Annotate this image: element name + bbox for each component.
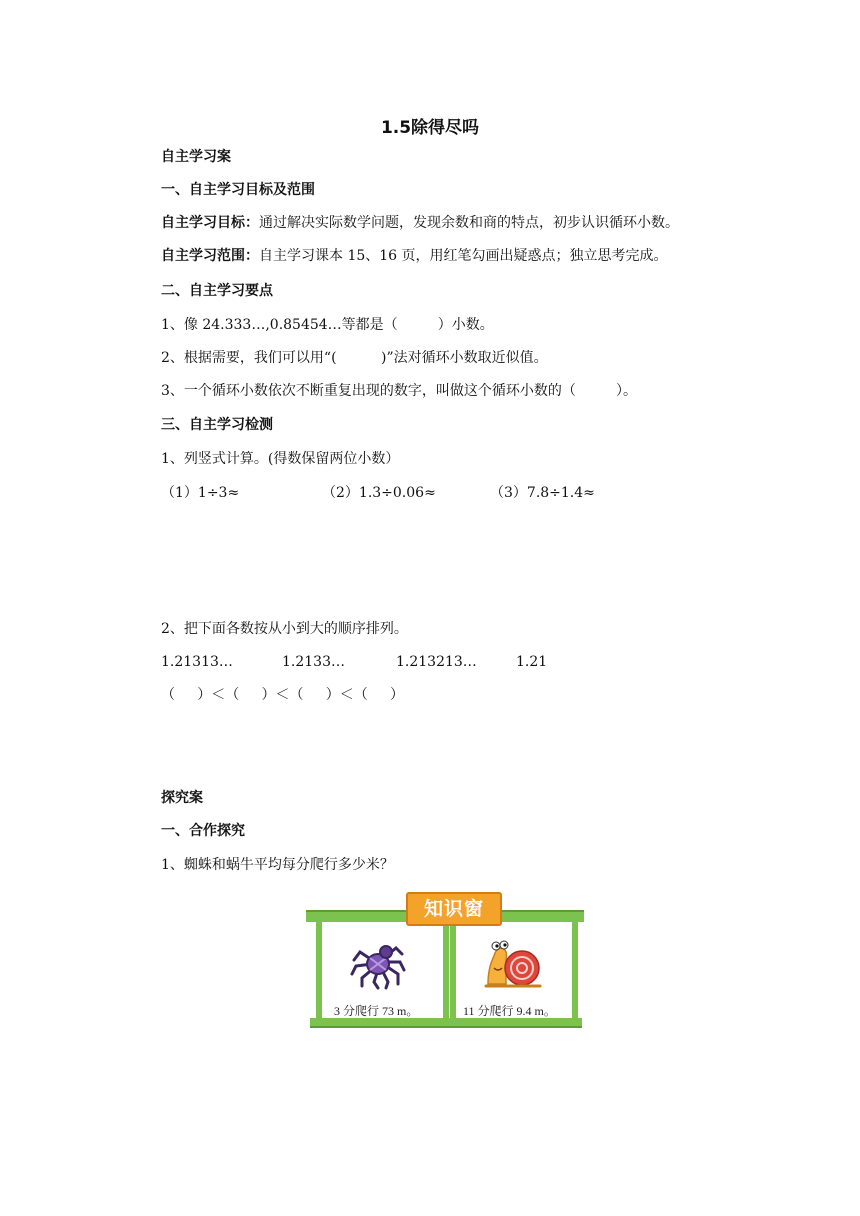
question-3: 1、蜘蛛和蜗牛平均每分爬行多少米？ <box>161 857 394 873</box>
section-key-points: 二、自主学习要点 <box>161 283 273 299</box>
snail-icon <box>484 938 544 990</box>
range-line <box>161 246 668 266</box>
goal-text: 通过解决实际数学问题，发现余数和商的特点，初步认识循环小数。 <box>259 215 679 231</box>
frame-bottom-bar <box>310 1018 582 1028</box>
section-self-study: 自主学习案 <box>161 149 231 165</box>
spider-icon <box>348 934 408 990</box>
frame-post-middle-left <box>443 920 449 1020</box>
number-3: 1.213213… <box>396 654 477 670</box>
calc-2: （2）1.3÷0.06≈ <box>322 485 436 501</box>
goal-label: 自主学习目标： <box>161 215 259 231</box>
frame-post-right <box>572 920 578 1020</box>
section-explore: 探究案 <box>161 790 203 806</box>
spider-caption: 3 分爬行 73 m。 <box>334 1004 419 1018</box>
number-2: 1.2133… <box>282 654 345 670</box>
knowledge-window-sign: 知识窗 <box>406 892 502 926</box>
calc-3: （3）7.8÷1.4≈ <box>490 485 595 501</box>
point-3: 3、一个循环小数依次不断重复出现的数字，叫做这个循环小数的（ ）。 <box>161 383 637 399</box>
number-1: 1.21313… <box>161 654 233 670</box>
goal-line <box>161 213 679 233</box>
order-blanks: （ ）＜（ ）＜（ ）＜（ ） <box>161 687 405 703</box>
question-1: 1、列竖式计算。(得数保留两位小数） <box>161 451 400 467</box>
section-cooperate: 一、合作探究 <box>161 823 245 839</box>
range-label: 自主学习范围： <box>161 248 259 264</box>
page-title: 1.5除得尽吗 <box>380 118 480 138</box>
snail-caption: 11 分爬行 9.4 m。 <box>463 1004 556 1018</box>
knowledge-window-figure <box>306 890 584 1030</box>
section-self-test: 三、自主学习检测 <box>161 417 273 433</box>
calc-1: （1）1÷3≈ <box>161 485 240 501</box>
range-text: 自主学习课本 15、16 页，用红笔勾画出疑惑点；独立思考完成。 <box>259 248 668 264</box>
number-4: 1.21 <box>516 654 548 670</box>
point-2: 2、根据需要，我们可以用“( )”法对循环小数取近似值。 <box>161 350 548 366</box>
question-2: 2、把下面各数按从小到大的顺序排列。 <box>161 621 408 637</box>
section-goals-scope: 一、自主学习目标及范围 <box>161 182 315 198</box>
point-1: 1、像 24.333…,0.85454…等都是（ ）小数。 <box>161 317 494 333</box>
